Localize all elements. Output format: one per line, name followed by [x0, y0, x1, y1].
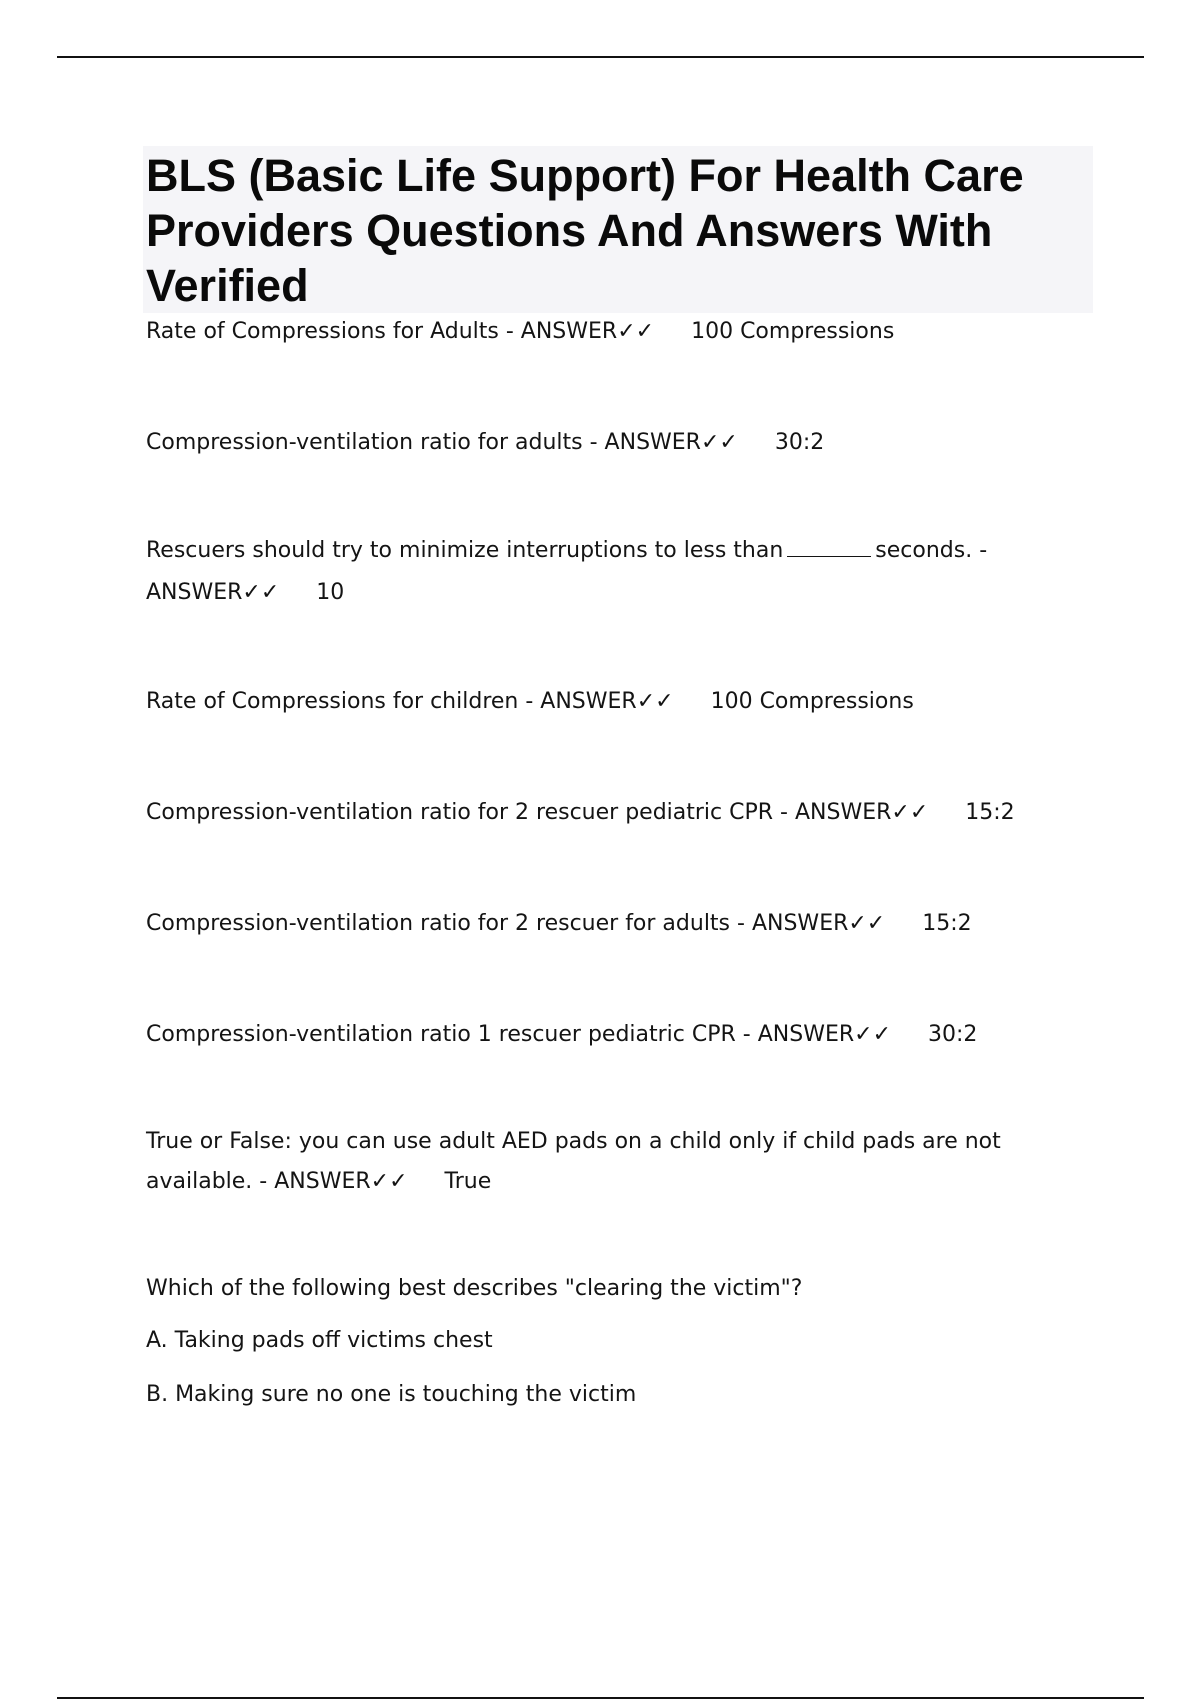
qa-item-answer-line [146, 1166, 1066, 1198]
question-text: Compression-ventilation ratio for adults [146, 430, 583, 455]
qa-item [146, 535, 1066, 567]
answer-marker: - ANSWER✓✓ [525, 689, 674, 714]
question-text: Compression-ventilation ratio 1 rescuer pediatric CPR [146, 1022, 736, 1047]
question-text: Compression-ventilation ratio for 2 rescuer for adults [146, 911, 731, 936]
answer-text: 10 [316, 580, 345, 605]
qa-item [146, 797, 1066, 829]
qa-item [146, 686, 1066, 718]
answer-text: 100 Compressions [691, 319, 895, 344]
question-text: True or False: you can use adult AED pads on a child only if child pads are not [146, 1129, 1001, 1154]
answer-marker: - ANSWER✓✓ [780, 800, 929, 825]
answer-marker: ANSWER✓✓ [146, 580, 280, 605]
qa-item [146, 427, 1066, 459]
question-text: Rescuers should try to minimize interruptions to less than [146, 538, 784, 563]
question-text: Compression-ventilation ratio for 2 rescuer pediatric CPR [146, 800, 774, 825]
fill-in-blank [787, 536, 871, 557]
question-text: Which of the following best describes "clearing the victim"? [146, 1276, 803, 1301]
qa-item-answer-line [146, 577, 1066, 609]
question-text-cont: seconds. - [875, 538, 988, 563]
answer-text: 15:2 [965, 800, 1015, 825]
question-text-cont: available. - ANSWER✓✓ [146, 1169, 408, 1194]
answer-option-a: A. Taking pads off victims chest [146, 1328, 493, 1353]
qa-item [146, 1019, 1066, 1051]
question-text: Rate of Compressions for children [146, 689, 519, 714]
answer-marker: - ANSWER✓✓ [589, 430, 738, 455]
answer-marker: - ANSWER✓✓ [742, 1022, 892, 1047]
question-text: Rate of Compressions for Adults [146, 319, 499, 344]
qa-item [146, 316, 1066, 348]
answer-marker: - ANSWER✓✓ [737, 911, 886, 936]
qa-item [146, 1126, 1066, 1158]
page-title: BLS (Basic Life Support) For Health Care Providers Questions And Answers With Verified [146, 150, 1024, 311]
answer-text: 100 Compressions [710, 689, 914, 714]
answer-text: 30:2 [928, 1022, 978, 1047]
answer-text: True [444, 1169, 492, 1194]
answer-text: 15:2 [922, 911, 972, 936]
answer-text: 30:2 [774, 430, 825, 455]
bottom-rule [57, 1697, 1144, 1699]
qa-item [146, 908, 1066, 940]
top-rule [57, 56, 1144, 58]
answer-marker: - ANSWER✓✓ [505, 319, 655, 344]
answer-option-b: B. Making sure no one is touching the victim [146, 1382, 637, 1407]
